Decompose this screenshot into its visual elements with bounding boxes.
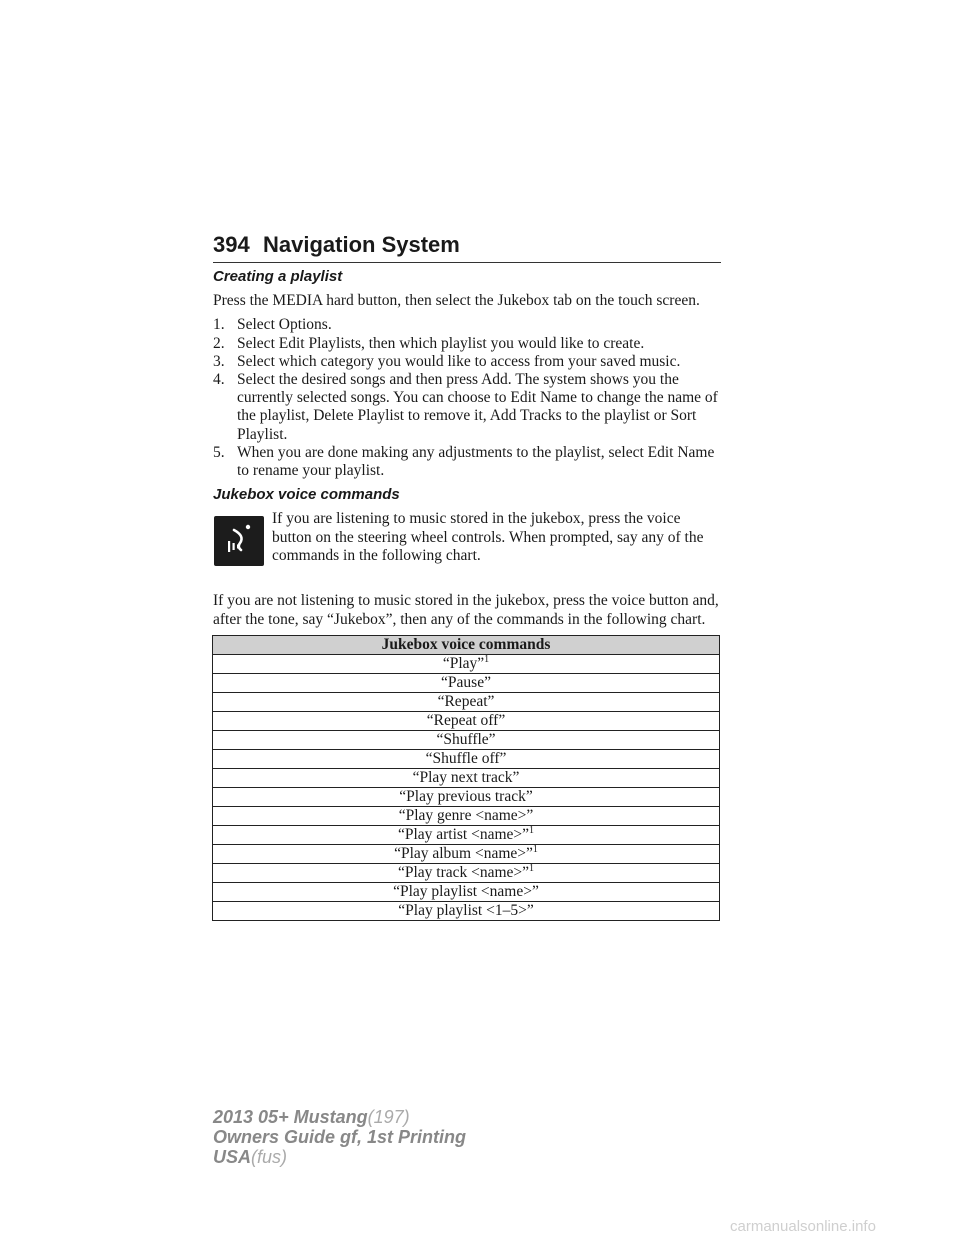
table-cell	[213, 750, 720, 769]
page-footer	[213, 1107, 466, 1167]
page-number: 394	[213, 232, 250, 257]
table-row	[213, 883, 720, 902]
footnote-marker: 1	[484, 654, 490, 665]
table-cell	[213, 788, 720, 807]
command-text: “Play track <name>”	[397, 864, 530, 881]
step-text: Select Edit Playlists, then which playlist you would like to create.	[237, 334, 645, 352]
table-cell	[213, 902, 720, 921]
voice-instructions-1: If you are listening to music stored in the jukebox, press the voice button on the steering wheel controls. When prompted, say any of the commands in the following chart.	[272, 510, 704, 564]
voice-command-icon	[214, 516, 264, 566]
table-row	[213, 769, 720, 788]
footer-line-3	[213, 1147, 466, 1167]
step-item	[213, 335, 723, 353]
page-header	[213, 232, 721, 263]
voice-instructions-2: If you are not listening to music stored in the jukebox, press the voice button and, after the tone, say “Jukebox”, then any of the commands in the following chart.	[213, 592, 719, 628]
table-row	[213, 902, 720, 921]
voice-block	[213, 510, 723, 586]
footer-page-ref: (197)	[367, 1107, 410, 1127]
table-cell	[213, 674, 720, 693]
voice-commands-table	[212, 635, 720, 921]
playlist-steps	[213, 316, 723, 480]
table-cell	[213, 693, 720, 712]
table-cell	[213, 655, 720, 674]
table-row	[213, 655, 720, 674]
section-title: Navigation System	[263, 232, 460, 257]
command-text: “Play playlist <1–5>”	[398, 902, 534, 919]
table-row	[213, 750, 720, 769]
step-number: 5.	[213, 443, 225, 461]
step-number: 1.	[213, 316, 225, 334]
table-header: Jukebox voice commands	[213, 636, 720, 655]
step-number: 2.	[213, 334, 225, 352]
table-cell	[213, 826, 720, 845]
command-text: “Play next track”	[412, 769, 520, 786]
table-row	[213, 674, 720, 693]
table-cell	[213, 883, 720, 902]
step-number: 3.	[213, 352, 225, 370]
command-text: “Shuffle off”	[425, 750, 507, 767]
playlist-heading: Creating a playlist	[213, 268, 343, 285]
voice-commands-heading: Jukebox voice commands	[213, 486, 400, 504]
step-text: Select which category you would like to access from your saved music.	[237, 352, 681, 370]
command-text: “Play playlist <name>”	[393, 883, 539, 900]
step-text: Select the desired songs and then press Add. The system shows you the currently selected songs. You can choose to Edit Name to change the name of the playlist, Delete Playlist to remove it, Add Tracks to the playlist or Sort Playlist.	[237, 371, 718, 443]
command-text: “Repeat off”	[426, 712, 506, 729]
step-item	[213, 316, 723, 334]
page-content	[213, 268, 723, 635]
step-item	[213, 444, 723, 480]
footnote-marker: 1	[529, 825, 535, 836]
command-text: “Play previous track”	[399, 788, 533, 805]
table-row	[213, 712, 720, 731]
table-row	[213, 731, 720, 750]
command-text: “Play genre <name>”	[398, 807, 534, 824]
command-text: “Pause”	[441, 674, 491, 691]
table-cell	[213, 712, 720, 731]
table-row	[213, 826, 720, 845]
table-cell	[213, 731, 720, 750]
table-row	[213, 864, 720, 883]
footer-line-2: Owners Guide gf, 1st Printing	[213, 1127, 467, 1147]
step-text: When you are done making any adjustments to the playlist, select Edit Name to rename your playlist.	[237, 443, 715, 480]
watermark-text: carmanualsonline.info	[730, 1218, 876, 1235]
footer-model: 2013 05+ Mustang	[213, 1107, 368, 1127]
footer-market: USA	[213, 1147, 252, 1167]
table-cell	[213, 864, 720, 883]
table-cell	[213, 807, 720, 826]
step-item	[213, 371, 723, 444]
table-row	[213, 845, 720, 864]
footer-line-1	[213, 1107, 466, 1127]
footnote-marker: 1	[529, 863, 535, 874]
table-header-row	[213, 636, 720, 655]
step-number: 4.	[213, 371, 225, 389]
command-text: “Shuffle”	[436, 731, 496, 748]
playlist-intro: Press the MEDIA hard button, then select the Jukebox tab on the touch screen.	[213, 292, 700, 310]
table-row	[213, 788, 720, 807]
command-text: “Play”	[442, 655, 485, 672]
footnote-marker: 1	[532, 844, 538, 855]
table-cell	[213, 769, 720, 788]
step-text: Select Options.	[237, 316, 332, 334]
footer-market-code: (fus)	[251, 1147, 288, 1167]
table-row	[213, 807, 720, 826]
command-text: “Play artist <name>”	[397, 826, 530, 843]
table-cell	[213, 845, 720, 864]
table-row	[213, 693, 720, 712]
command-text: “Repeat”	[437, 693, 495, 710]
command-text: “Play album <name>”	[394, 845, 533, 862]
step-item	[213, 353, 723, 371]
